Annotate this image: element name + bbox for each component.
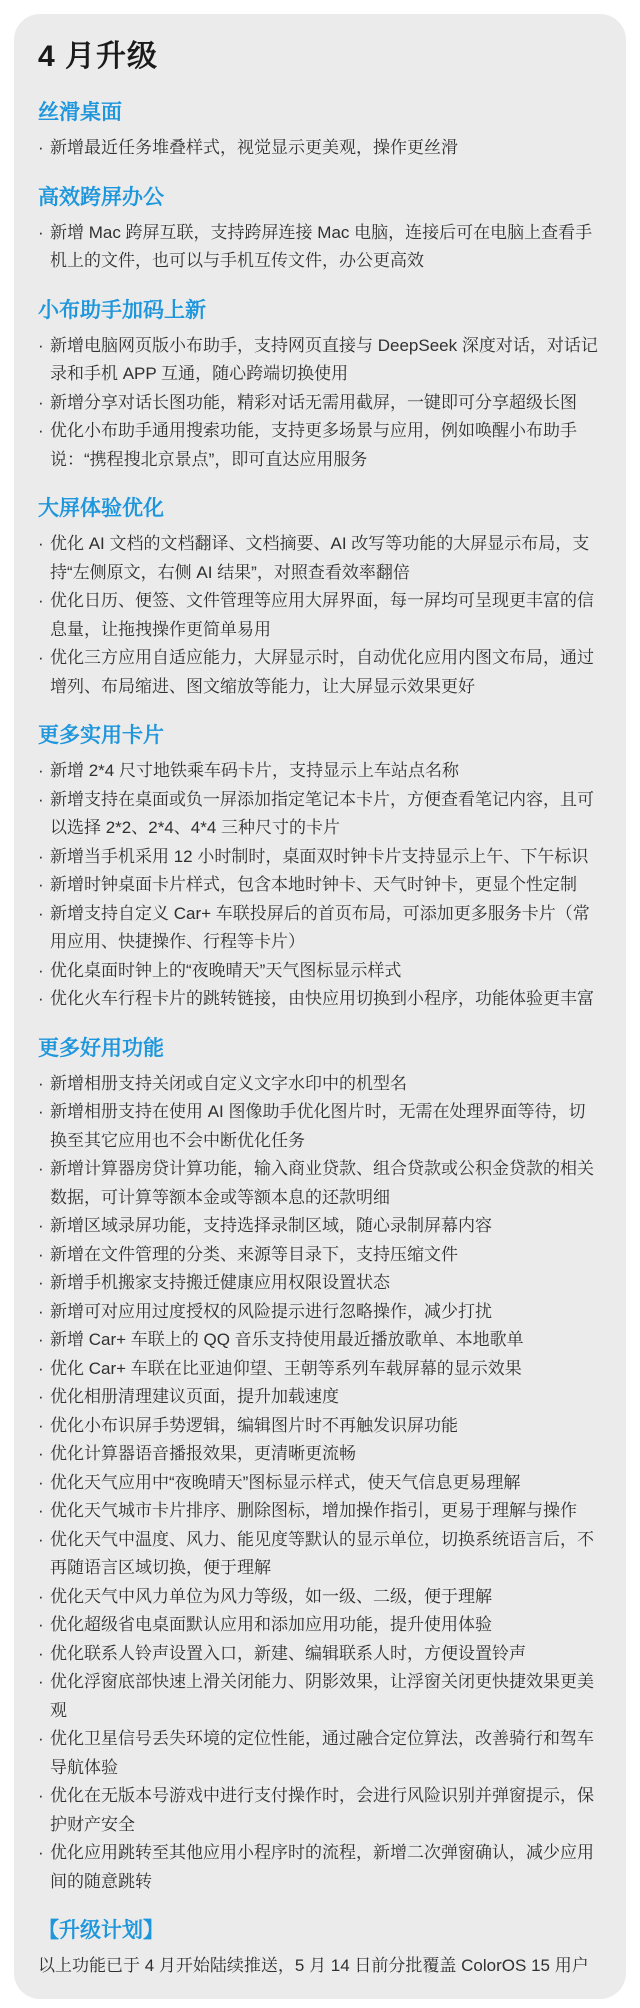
section-title: 更多好用功能 [38, 1036, 164, 1060]
changelog-item: · 优化小布识屏手势逻辑，编辑图片时不再触发识屏功能 [38, 1412, 602, 1441]
section-title: 丝滑桌面 [38, 101, 122, 124]
changelog-section [38, 723, 602, 1014]
release-notes-card [14, 14, 626, 1999]
section-note: 以上功能已于 4 月开始陆续推送，5 月 14 日前分批覆盖 ColorOS 15 用户 [38, 1956, 589, 1975]
section-title: 小布助手加码上新 [38, 298, 206, 322]
changelog-item: · 新增支持自定义 Car+ 车联投屏后的首页布局，可添加更多服务卡片（常用应用、快捷操作、行程等卡片） [38, 900, 602, 957]
changelog-item: · 优化小布助手通用搜索功能，支持更多场景与应用，例如唤醒小布助手说：“携程搜北京景点”，即可直达应用服务 [38, 417, 602, 474]
page-title: 4 月升级 [38, 40, 159, 73]
changelog-item: · 优化 Car+ 车联在比亚迪仰望、王朝等系列车载屏幕的显示效果 [38, 1355, 602, 1384]
changelog-item: · 新增 Car+ 车联上的 QQ 音乐支持使用最近播放歌单、本地歌单 [38, 1326, 602, 1355]
changelog-item: · 优化天气城市卡片排序、删除图标，增加操作指引，更易于理解与操作 [38, 1497, 602, 1526]
changelog-item: · 优化在无版本号游戏中进行支付操作时，会进行风险识别并弹窗提示，保护财产安全 [38, 1782, 602, 1839]
section-title: 大屏体验优化 [38, 497, 164, 520]
section-title: 高效跨屏办公 [38, 185, 164, 209]
changelog-item: · 优化桌面时钟上的“夜晚晴天”天气图标显示样式 [38, 957, 602, 986]
changelog-item: · 新增计算器房贷计算功能，输入商业贷款、组合贷款或公积金贷款的相关数据，可计算等额本金或等额本息的还款明细 [38, 1155, 602, 1212]
changelog-section [38, 1918, 602, 1981]
changelog-section [38, 496, 602, 701]
changelog-item: · 优化天气中风力单位为风力等级，如一级、二级，便于理解 [38, 1583, 602, 1612]
changelog-item: · 新增电脑网页版小布助手，支持网页直接与 DeepSeek 深度对话，对话记录和手机 APP 互通，随心跨端切换使用 [38, 332, 602, 389]
changelog-item: · 优化日历、便签、文件管理等应用大屏界面，每一屏均可呈现更丰富的信息量，让拖拽操作更简单易用 [38, 587, 602, 644]
changelog-item: · 新增 Mac 跨屏互联，支持跨屏连接 Mac 电脑，连接后可在电脑上查看手机上的文件，也可以与手机互传文件，办公更高效 [38, 219, 602, 276]
changelog-item: · 新增手机搬家支持搬迁健康应用权限设置状态 [38, 1269, 602, 1298]
changelog-item: · 优化计算器语音播报效果，更清晰更流畅 [38, 1440, 602, 1469]
changelog-section [38, 185, 602, 276]
changelog-item: · 新增时钟桌面卡片样式，包含本地时钟卡、天气时钟卡，更显个性定制 [38, 871, 602, 900]
section-items [38, 530, 602, 701]
changelog-item: · 新增在文件管理的分类、来源等目录下，支持压缩文件 [38, 1241, 602, 1270]
section-title: 更多实用卡片 [38, 724, 164, 747]
changelog-item: · 优化火车行程卡片的跳转链接，由快应用切换到小程序，功能体验更丰富 [38, 985, 602, 1014]
changelog-item: · 优化天气中温度、风力、能见度等默认的显示单位，切换系统语言后，不再随语言区域切换，便于理解 [38, 1526, 602, 1583]
changelog-item: · 新增最近任务堆叠样式，视觉显示更美观，操作更丝滑 [38, 134, 602, 163]
section-items [38, 134, 602, 163]
changelog-item: · 优化浮窗底部快速上滑关闭能力、阴影效果，让浮窗关闭更快捷效果更美观 [38, 1668, 602, 1725]
section-items [38, 757, 602, 1014]
changelog-item: · 新增可对应用过度授权的风险提示进行忽略操作，减少打扰 [38, 1298, 602, 1327]
section-items [38, 219, 602, 276]
changelog-item: · 优化联系人铃声设置入口，新建、编辑联系人时，方便设置铃声 [38, 1640, 602, 1669]
changelog-item: · 优化 AI 文档的文档翻译、文档摘要、AI 改写等功能的大屏显示布局，支持“左侧原文，右侧 AI 结果”，对照查看效率翻倍 [38, 530, 602, 587]
section-items [38, 1070, 602, 1897]
changelog-section [38, 298, 602, 475]
changelog-item: · 优化应用跳转至其他应用小程序时的流程，新增二次弹窗确认，减少应用间的随意跳转 [38, 1839, 602, 1896]
changelog-item: · 优化超级省电桌面默认应用和添加应用功能，提升使用体验 [38, 1611, 602, 1640]
changelog-section [38, 100, 602, 163]
changelog-item: · 优化卫星信号丢失环境的定位性能，通过融合定位算法，改善骑行和驾车导航体验 [38, 1725, 602, 1782]
changelog-item: · 新增分享对话长图功能，精彩对话无需用截屏，一键即可分享超级长图 [38, 389, 602, 418]
section-items [38, 332, 602, 475]
sections-container [38, 100, 602, 1981]
changelog-item: · 新增支持在桌面或负一屏添加指定笔记本卡片，方便查看笔记内容，且可以选择 2*2、2*4、4*4 三种尺寸的卡片 [38, 786, 602, 843]
changelog-item: · 新增 2*4 尺寸地铁乘车码卡片，支持显示上车站点名称 [38, 757, 602, 786]
changelog-item: · 新增相册支持在使用 AI 图像助手优化图片时，无需在处理界面等待，切换至其它应用也不会中断优化任务 [38, 1098, 602, 1155]
section-title: 【升级计划】 [38, 1919, 164, 1942]
changelog-section [38, 1036, 602, 1897]
changelog-item: · 新增当手机采用 12 小时制时，桌面双时钟卡片支持显示上午、下午标识 [38, 843, 602, 872]
changelog-item: · 优化天气应用中“夜晚晴天”图标显示样式，使天气信息更易理解 [38, 1469, 602, 1498]
changelog-item: · 新增区域录屏功能，支持选择录制区域，随心录制屏幕内容 [38, 1212, 602, 1241]
changelog-item: · 优化三方应用自适应能力，大屏显示时，自动优化应用内图文布局，通过增列、布局缩进、图文缩放等能力，让大屏显示效果更好 [38, 644, 602, 701]
changelog-item: · 新增相册支持关闭或自定义文字水印中的机型名 [38, 1070, 602, 1099]
changelog-item: · 优化相册清理建议页面，提升加载速度 [38, 1383, 602, 1412]
